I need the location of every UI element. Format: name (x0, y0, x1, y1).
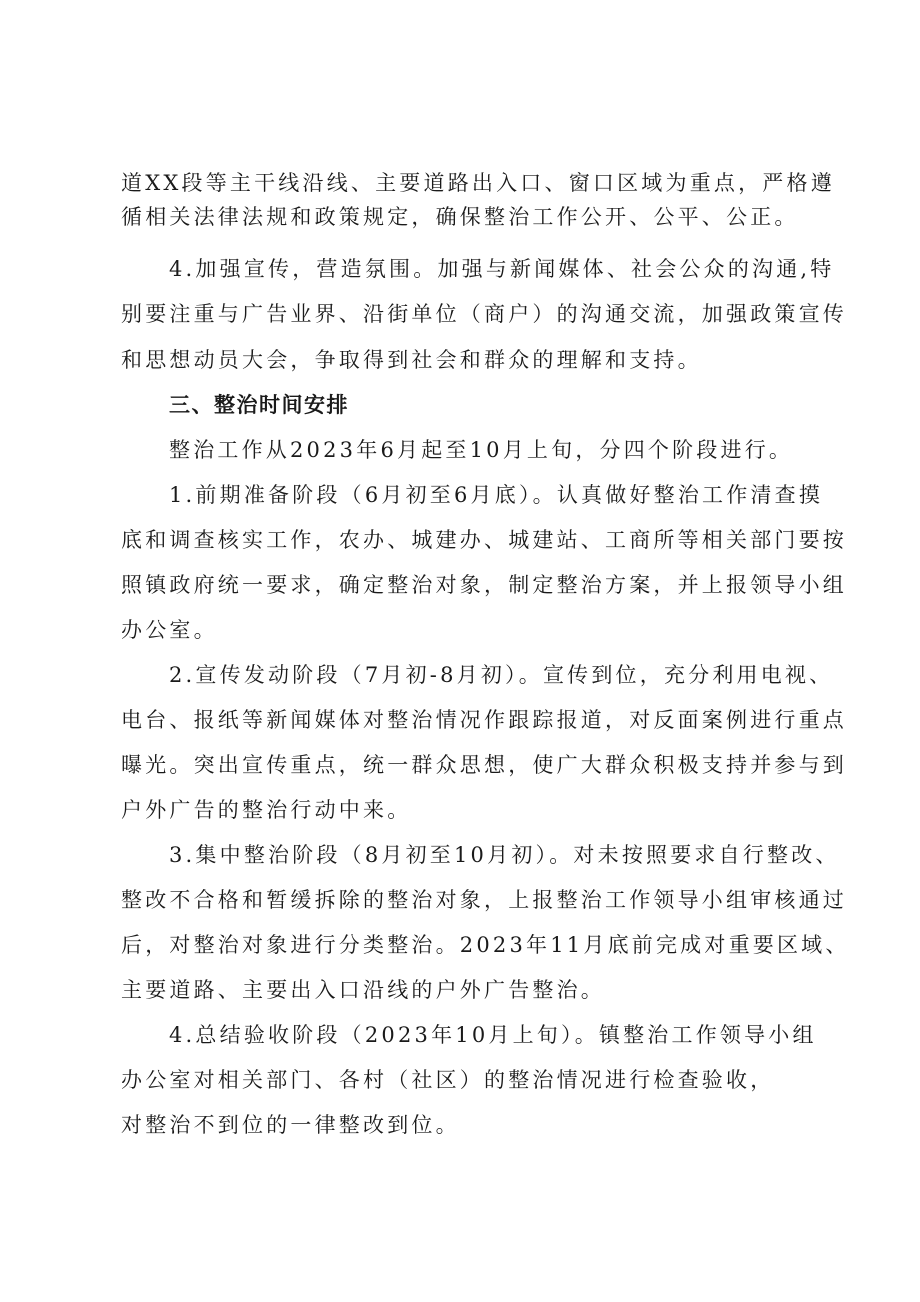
text-line: 办公室。 (121, 618, 218, 642)
text-line: 户外广告的整治行动中来。 (121, 798, 412, 822)
text-line: 后，对整治对象进行分类整治。2023年11月底前完成对重要区域、 (121, 933, 850, 957)
text-line: 和思想动员大会，争取得到社会和群众的理解和支持。 (121, 348, 702, 372)
text-line: 整改不合格和暂缓拆除的整治对象，上报整治工作领导小组审核通过 (121, 888, 847, 912)
text-line: 1.前期准备阶段（6月初至6月底）。认真做好整治工作清查摸 (169, 483, 824, 507)
text-line: 电台、报纸等新闻媒体对整治情况作跟踪报道，对反面案例进行重点 (121, 708, 847, 732)
text-line: 循相关法律法规和政策规定，确保整治工作公开、公平、公正。 (121, 205, 799, 229)
text-line: 3.集中整治阶段（8月初至10月初）。对未按照要求自行整改、 (169, 843, 840, 867)
text-line: 主要道路、主要出入口沿线的户外广告整治。 (121, 978, 605, 1002)
text-line: 对整治不到位的一律整改到位。 (121, 1113, 460, 1137)
text-line: 2.宣传发动阶段（7月初-8月初）。宣传到位，充分利用电视、 (169, 663, 834, 687)
text-line: 道XX段等主干线沿线、主要道路出入口、窗口区域为重点，严格遵 (121, 171, 835, 195)
section-heading: 三、整治时间安排 (169, 393, 349, 417)
text-line: 曝光。突出宣传重点，统一群众思想，使广大群众积极支持并参与到 (121, 753, 847, 777)
text-line: 办公室对相关部门、各村（社区）的整治情况进行检查验收， (121, 1068, 775, 1092)
text-line: 照镇政府统一要求，确定整治对象，制定整治方案，并上报领导小组 (121, 573, 847, 597)
text-line: 底和调查核实工作，农办、城建办、城建站、工商所等相关部门要按 (121, 528, 847, 552)
text-line: 4.总结验收阶段（2023年10月上旬）。镇整治工作领导小组 (169, 1023, 817, 1047)
text-line: 别要注重与广告业界、沿街单位（商户）的沟通交流，加强政策宣传 (121, 302, 847, 326)
text-line: 整治工作从2023年6月起至10月上旬，分四个阶段进行。 (169, 438, 794, 462)
text-line: 4.加强宣传，营造氛围。加强与新闻媒体、社会公众的沟通,特 (169, 257, 835, 281)
